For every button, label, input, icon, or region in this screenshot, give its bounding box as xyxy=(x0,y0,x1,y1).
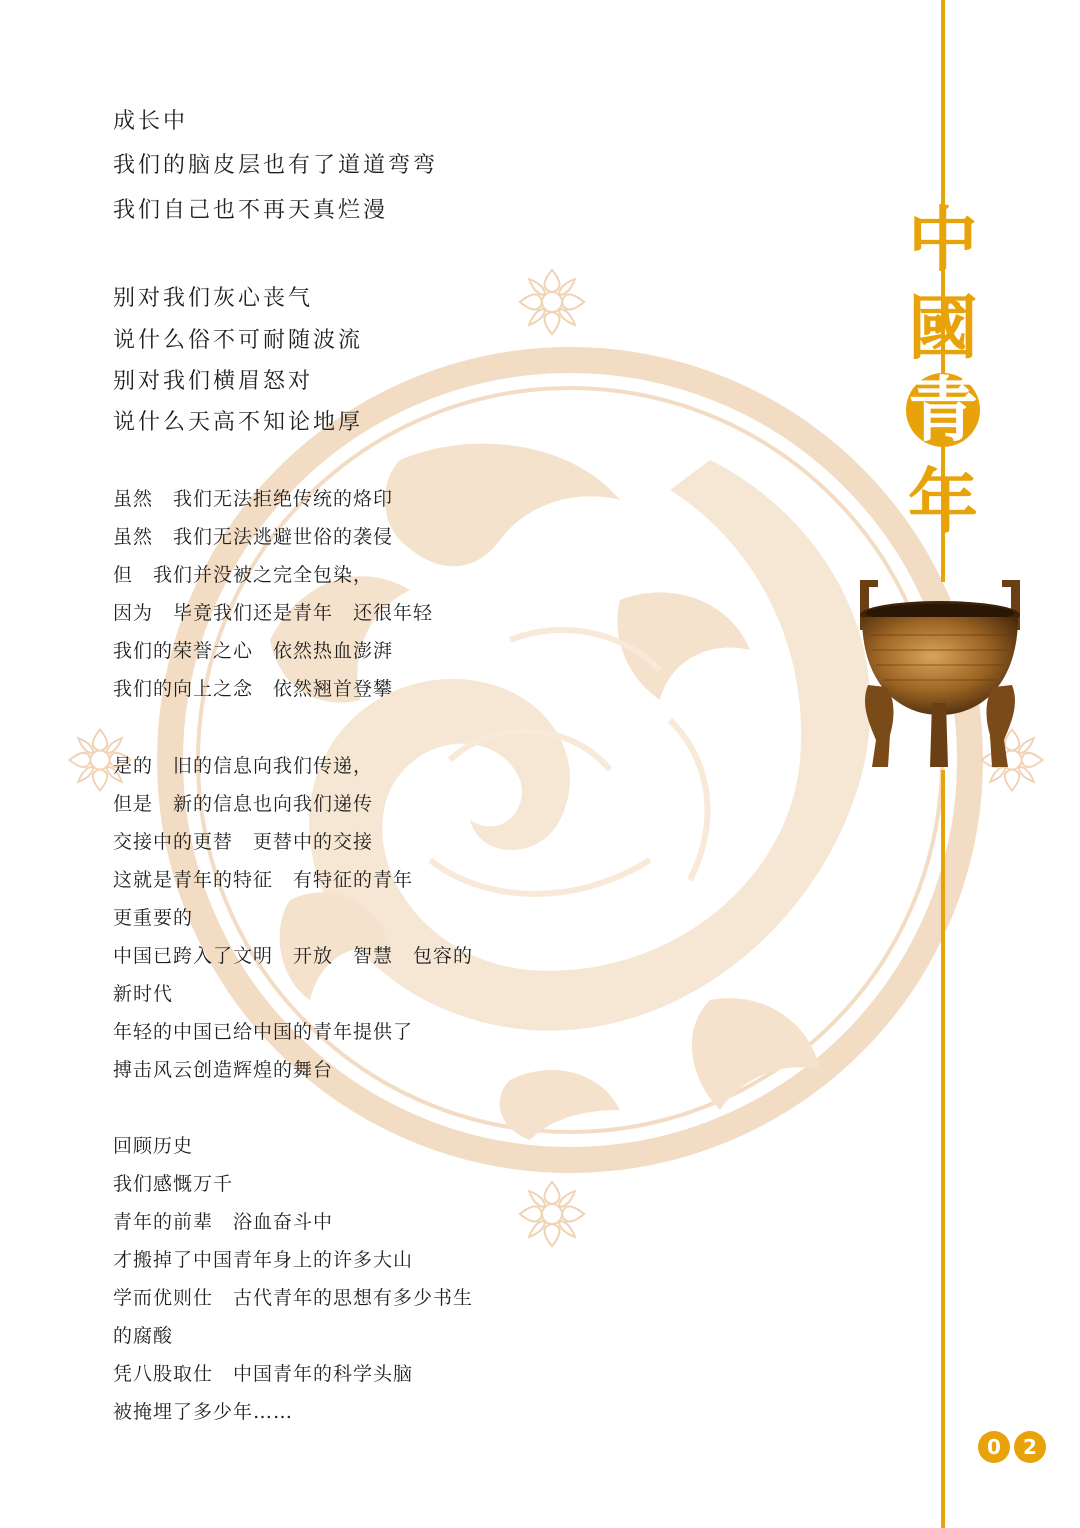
poem-line: 学而优则仕 古代青年的思想有多少书生 xyxy=(113,1287,474,1309)
poem-line: 说什么俗不可耐随波流 xyxy=(113,328,364,353)
poem-line: 交接中的更替 更替中的交接 xyxy=(113,831,374,853)
poem-line: 更重要的 xyxy=(113,907,194,929)
poem-line: 被掩埋了多少年…… xyxy=(113,1401,294,1423)
page-number-digit: 0 xyxy=(978,1431,1010,1463)
poem-line: 虽然 我们无法拒绝传统的烙印 xyxy=(113,488,394,510)
page-number-digit: 2 xyxy=(1014,1431,1046,1463)
poem-line: 搏击风云创造辉煌的舞台 xyxy=(113,1059,334,1081)
poem-line: 回顾历史 xyxy=(113,1135,194,1157)
poem-line: 别对我们灰心丧气 xyxy=(113,286,314,311)
poem-line: 我们的向上之念 依然翘首登攀 xyxy=(113,678,394,700)
poem-line: 我们的荣誉之心 依然热血澎湃 xyxy=(113,640,394,662)
poem-line: 但 我们并没被之完全包染， xyxy=(113,564,374,586)
poem-line: 因为 毕竟我们还是青年 还很年轻 xyxy=(113,602,434,624)
title-char: 青 xyxy=(908,368,978,451)
poem-line: 别对我们横眉怒对 xyxy=(113,369,314,394)
poem-line: 说什么天高不知论地厚 xyxy=(113,410,364,435)
poem-line: 我们的脑皮层也有了道道弯弯 xyxy=(113,153,439,178)
title-char: 中 xyxy=(908,198,978,281)
poem-line: 凭八股取仕 中国青年的科学头脑 xyxy=(113,1363,414,1385)
page-number xyxy=(978,1431,1046,1463)
lotus-flower-icon xyxy=(512,262,592,342)
poem-line: 的腐酸 xyxy=(113,1325,174,1347)
bronze-ding-vessel-icon xyxy=(850,575,1030,775)
poem-line: 新时代 xyxy=(113,983,174,1005)
lotus-flower-icon xyxy=(512,1174,592,1254)
poem-line: 我们自己也不再天真烂漫 xyxy=(113,198,389,223)
poem-line: 我们感慨万千 xyxy=(113,1173,234,1195)
poem-line: 才搬掉了中国青年身上的许多大山 xyxy=(113,1249,414,1271)
poem-line: 虽然 我们无法逃避世俗的袭侵 xyxy=(113,526,394,548)
title-char: 國 xyxy=(908,286,978,369)
poem-line: 但是 新的信息也向我们递传 xyxy=(113,793,374,815)
poem-line: 是的 旧的信息向我们传递， xyxy=(113,755,374,777)
poem-line: 中国已跨入了文明 开放 智慧 包容的 xyxy=(113,945,474,967)
vertical-gold-rule xyxy=(941,770,945,1528)
poem-line: 这就是青年的特征 有特征的青年 xyxy=(113,869,414,891)
poem-line: 成长中 xyxy=(113,109,189,134)
title-char: 年 xyxy=(908,460,978,543)
poem-line: 青年的前辈 浴血奋斗中 xyxy=(113,1211,334,1233)
poem-line: 年轻的中国已给中国的青年提供了 xyxy=(113,1021,414,1043)
